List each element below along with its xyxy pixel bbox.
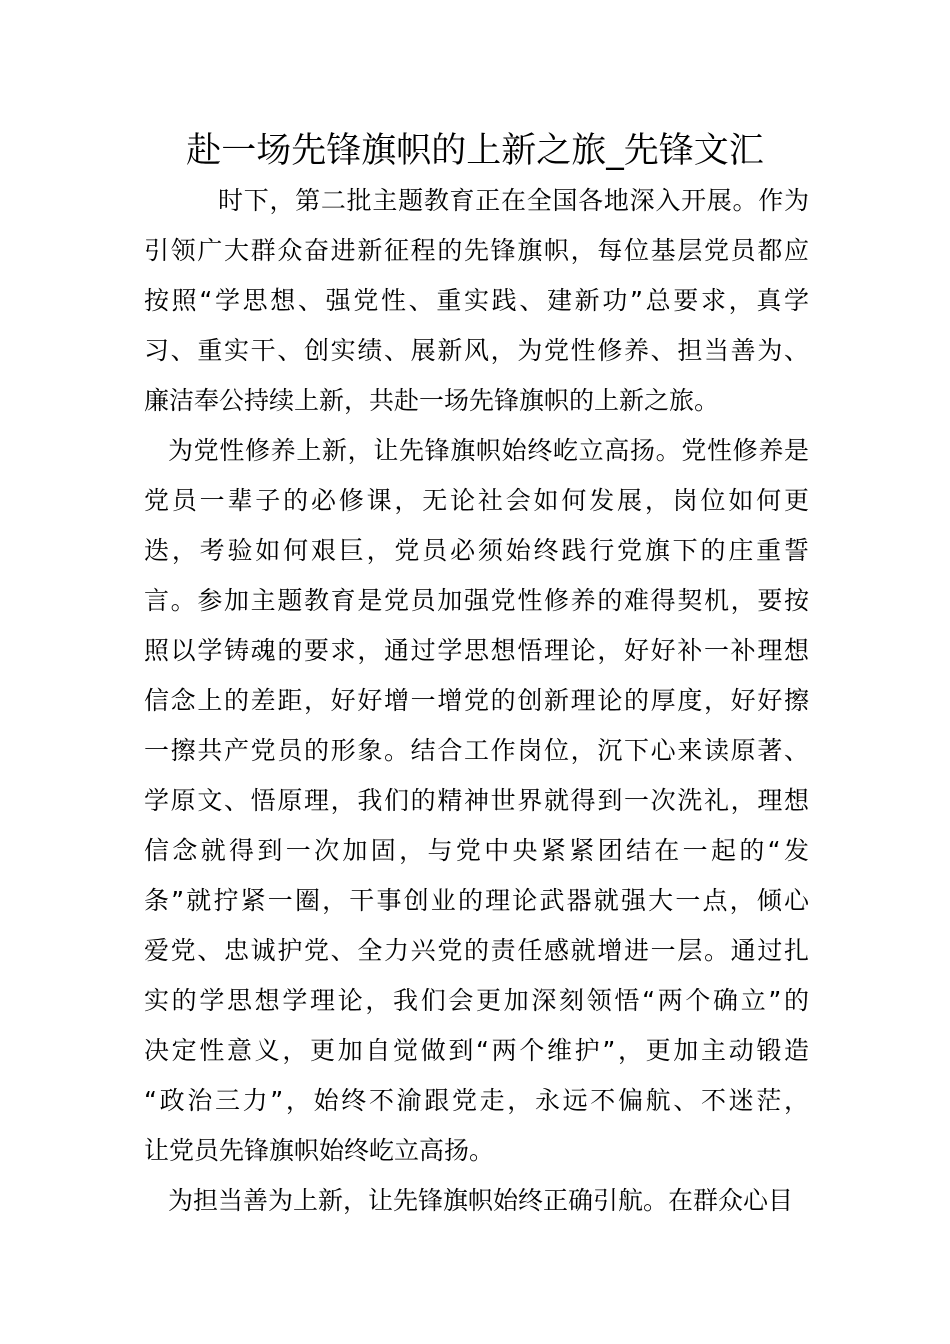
body-line: 一擦共产党员的形象。结合工作岗位，沉下心来读原著、	[144, 736, 809, 765]
body-line: 条”就拧紧一圈，干事创业的理论武器就强大一点，倾心	[144, 886, 809, 915]
body-line: 习、重实干、创实绩、展新风，为党性修养、担当善为、	[144, 336, 809, 365]
body-line: 信念上的差距，好好增一增党的创新理论的厚度，好好擦	[144, 686, 809, 715]
body-line: 党员一辈子的必修课，无论社会如何发展，岗位如何更	[144, 486, 809, 515]
document-body	[144, 176, 809, 1226]
document-title: 赴一场先锋旗帜的上新之旅_先锋文汇	[186, 131, 764, 171]
body-line: 言。参加主题教育是党员加强党性修养的难得契机，要按	[144, 586, 809, 615]
body-line: “政治三力”，始终不渝跟党走，永远不偏航、不迷茫，	[144, 1086, 809, 1115]
body-line: 为党性修养上新，让先锋旗帜始终屹立高扬。党性修养是	[168, 436, 809, 465]
body-line: 照以学铸魂的要求，通过学思想悟理论，好好补一补理想	[144, 636, 809, 665]
body-line: 迭，考验如何艰巨，党员必须始终践行党旗下的庄重誓	[144, 536, 809, 565]
body-line: 引领广大群众奋进新征程的先锋旗帜，每位基层党员都应	[144, 236, 809, 265]
body-line: 学原文、悟原理，我们的精神世界就得到一次洗礼，理想	[144, 786, 809, 815]
body-line: 爱党、忠诚护党、全力兴党的责任感就增进一层。通过扎	[144, 936, 809, 965]
body-line: 让党员先锋旗帜始终屹立高扬。	[144, 1136, 495, 1165]
body-line: 按照“学思想、强党性、重实践、建新功”总要求，真学	[144, 286, 809, 315]
body-line: 实的学思想学理论，我们会更加深刻领悟“两个确立”的	[144, 986, 809, 1015]
body-line: 决定性意义，更加自觉做到“两个维护”，更加主动锻造	[144, 1036, 809, 1065]
body-line: 信念就得到一次加固，与党中央紧紧团结在一起的“发	[144, 836, 809, 865]
body-line: 时下，第二批主题教育正在全国各地深入开展。作为	[218, 186, 809, 215]
body-line: 廉洁奉公持续上新，共赴一场先锋旗帜的上新之旅。	[144, 386, 720, 415]
body-line: 为担当善为上新，让先锋旗帜始终正确引航。在群众心目	[168, 1186, 794, 1215]
